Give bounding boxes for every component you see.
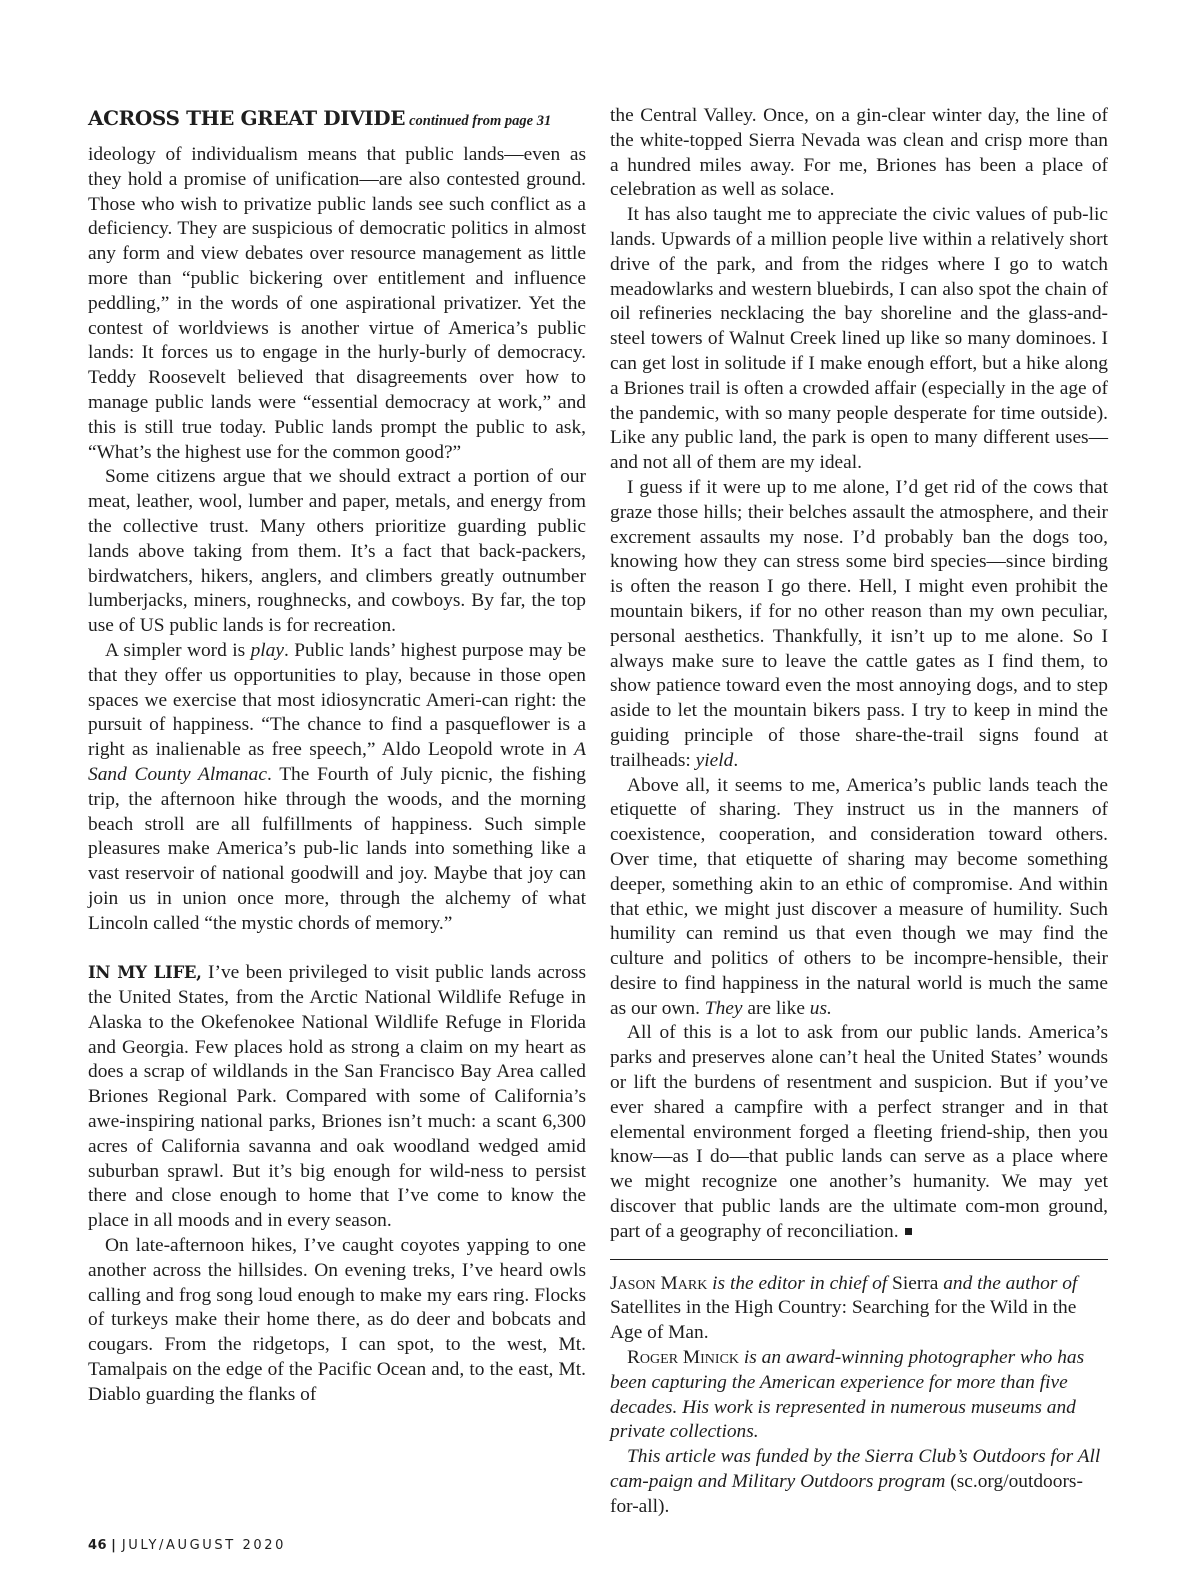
paragraph xyxy=(610,774,1108,1022)
end-mark-icon xyxy=(905,1228,912,1235)
paragraph: Some citizens argue that we should extract a portion of our meat, leather, wool, lumber and paper, metals, and energy from the collective trust. Many others prioritize guarding public lands above taking from them. It’s a fact that back-packers, birdwatchers, hikers, anglers, and climbers greatly outnumber lumberjacks, miners, roughnecks, and cowboys. By far, the top use of US public lands is for recreation. xyxy=(88,466,586,637)
author-bios xyxy=(610,1272,1108,1520)
paragraph xyxy=(610,1021,1108,1244)
paragraph xyxy=(610,476,1108,774)
paragraph: It has also taught me to appreciate the civic values of pub-lic lands. Upwards of a million people live within a relatively short drive of the park, and from the ridges where I go to watch meadowlarks and western bluebirds, I can also spot the chain of oil refineries necklacing the bay shoreline and the glass-and-steel towers of Walnut Creek lined up like so many dominoes. I can get lost in solitude if I make enough effort, but a hike along a Briones trail is often a crowded affair (especially in the age of the pandemic, with so many people desperate for time outside). Like any public land, the park is open to many different uses—and not all of them are my ideal. xyxy=(610,204,1108,474)
funding-note xyxy=(610,1445,1108,1519)
paragraph: the Central Valley. Once, on a gin-clear winter day, the line of the white-topped Sierra Nevada was clean and crisp more than a hundred miles away. For me, Briones has been a place of celebration as well as solace. xyxy=(610,105,1108,201)
emphasis: play xyxy=(250,639,284,661)
footer-separator: | xyxy=(111,1538,116,1553)
right-column xyxy=(610,104,1108,1520)
left-column xyxy=(88,104,586,1408)
text: . Public lands’ highest purpose may be that they offer us opportunities to play, because in those open spaces we exercise that most idiosyncratic Ameri-can right: the pursuit of happiness. “The chance to find a pasqueflower is a right as inalienable as free speech,” Aldo Leopold wrote in xyxy=(88,639,586,761)
paragraph xyxy=(88,639,586,937)
text: This article was funded by the Sierra Club’s Outdoors for All cam-paign and Military Outdoors program xyxy=(610,1446,1101,1493)
text: are like xyxy=(742,997,810,1019)
page-footer xyxy=(88,1538,286,1553)
text: is the editor in chief of xyxy=(707,1272,893,1294)
issue-date: JULY/AUGUST 2020 xyxy=(121,1538,287,1553)
text: All of this is a lot to ask from our public lands. America’s parks and preserves alone can’t heal the United States’ wounds or lift the burdens of resentment and suspicion. But if you’ve ever shared a campfire with a perfect stranger and in that elemental environment forged a fleeting friend-ship, then you know—as I do—that public lands can serve as a place where we might recognize one another’s humanity. We may yet discover that public lands are the ultimate com-mon ground, part of a geography of reconciliation. xyxy=(610,1022,1108,1242)
book-title: Satellites in the High Country: Searching for the Wild in the Age of Man. xyxy=(610,1297,1077,1344)
paragraph: ideology of individualism means that public lands—even as they hold a promise of unification—are also contested ground. Those who wish to privatize public lands see such conflict as a deficiency. They are suspicious of democratic politics in almost any form and view debates over resource management as little more than “public bickering over entitlement and influence peddling,” in the words of one aspirational privatizer. Yet the contest of worldviews is another virtue of America’s public lands: It forces us to engage in the hurly-burly of democracy. Teddy Roosevelt believed that disagreements over how to manage public lands were “essential democracy at work,” and this is still true today. Public lands prompt the public to ask, “What’s the highest use for the common good?” xyxy=(88,144,586,463)
bio-divider xyxy=(610,1259,1108,1260)
magazine-name: Sierra xyxy=(892,1272,939,1294)
text: I guess if it were up to me alone, I’d get rid of the cows that graze those hills; their belches assault the atmosphere, and their excrement assaults my nose. I’d probably ban the dogs too, knowing how they can stress some bird species—since birding is often the reason I go there. Hell, I might even prohibit the mountain bikers, if for no other reason than my own peculiar, personal aesthetics. Thankfully, it isn’t up to me alone. So I always make sure to leave the cattle gates as I find them, to show patience toward even the most annoying dogs, and to step aside to let the mountain bikers pass. I try to keep in mind the guiding principle of those share-the-trail signs found at trailheads: xyxy=(610,476,1108,771)
photographer-bio xyxy=(610,1346,1108,1445)
book-title: A Sand County Almanac xyxy=(88,739,586,785)
photographer-name: Roger Minick xyxy=(627,1347,740,1369)
author-bio xyxy=(610,1272,1108,1346)
emphasis: They xyxy=(704,997,743,1019)
url-text: (sc.org/outdoors-for-all). xyxy=(610,1471,1083,1517)
author-name: Jason Mark xyxy=(610,1272,708,1294)
text: Above all, it seems to me, America’s public lands teach the etiquette of sharing. They instruct us in the manners of coexistence, cooperation, and consideration toward others. Over time, that etiquette of sharing may become something deeper, something akin to an ethic of compromise. And within that ethic, we might just discover a measure of humility. Such humility can remind us that even though we may find the culture and politics of others to be incompre-hensible, their desire to find happiness in the natural world is much the same as our own. xyxy=(610,774,1108,1019)
text: and the author of xyxy=(938,1272,1078,1294)
paragraph xyxy=(88,961,586,1234)
text: I’ve been privileged to visit public lands across the United States, from the Arctic National Wildlife Refuge in Alaska to the Okefenokee National Wildlife Refuge in Florida and Georgia. Few places hold as strong a claim on my heart as does a scrap of wildlands in the San Francisco Bay Area called Briones Regional Park. Compared with some of California’s awe-inspiring national parks, Briones isn’t much: a scant 6,300 acres of California savanna and oak woodland wedged amid suburban sprawl. But it’s big enough for wild-ness to persist there and close enough to home that I’ve come to know the place in all moods and in every season. xyxy=(88,962,587,1232)
article-header xyxy=(88,104,586,135)
paragraph: On late-afternoon hikes, I’ve caught coyotes yapping to one another across the hillsides. On evening treks, I’ve heard owls calling and frog song loud enough to make my ears ring. Flocks of turkeys make their home there, as do deer and bobcats and cougars. From the ridgetops, I can spot, to the west, Mt. Tamalpais on the edge of the Pacific Ocean and, to the east, Mt. Diablo guarding the flanks of xyxy=(88,1235,586,1405)
section-lead-in: IN MY LIFE, xyxy=(88,963,202,983)
text: . xyxy=(733,749,739,771)
continued-note: continued from page 31 xyxy=(409,113,552,129)
text: A simpler word is xyxy=(105,639,251,661)
emphasis: yield xyxy=(695,749,734,771)
text: is an award-winning photographer who has been capturing the American experience for more than five decades. His work is represented in numerous museums and private collections. xyxy=(610,1347,1085,1443)
emphasis: us. xyxy=(809,997,832,1019)
text: . The Fourth of July picnic, the fishing trip, the afternoon hike through the woods, and the morning beach stroll are all fulfillments of happiness. Such simple pleasures make America’s pub-lic lands into something like a vast reservoir of national goodwill and joy. Maybe that joy can join us in union once more, through the alchemy of what Lincoln called “the mystic chords of memory.” xyxy=(88,763,586,934)
page-number: 46 xyxy=(88,1538,108,1553)
article-title: ACROSS THE GREAT DIVIDE xyxy=(88,106,406,130)
